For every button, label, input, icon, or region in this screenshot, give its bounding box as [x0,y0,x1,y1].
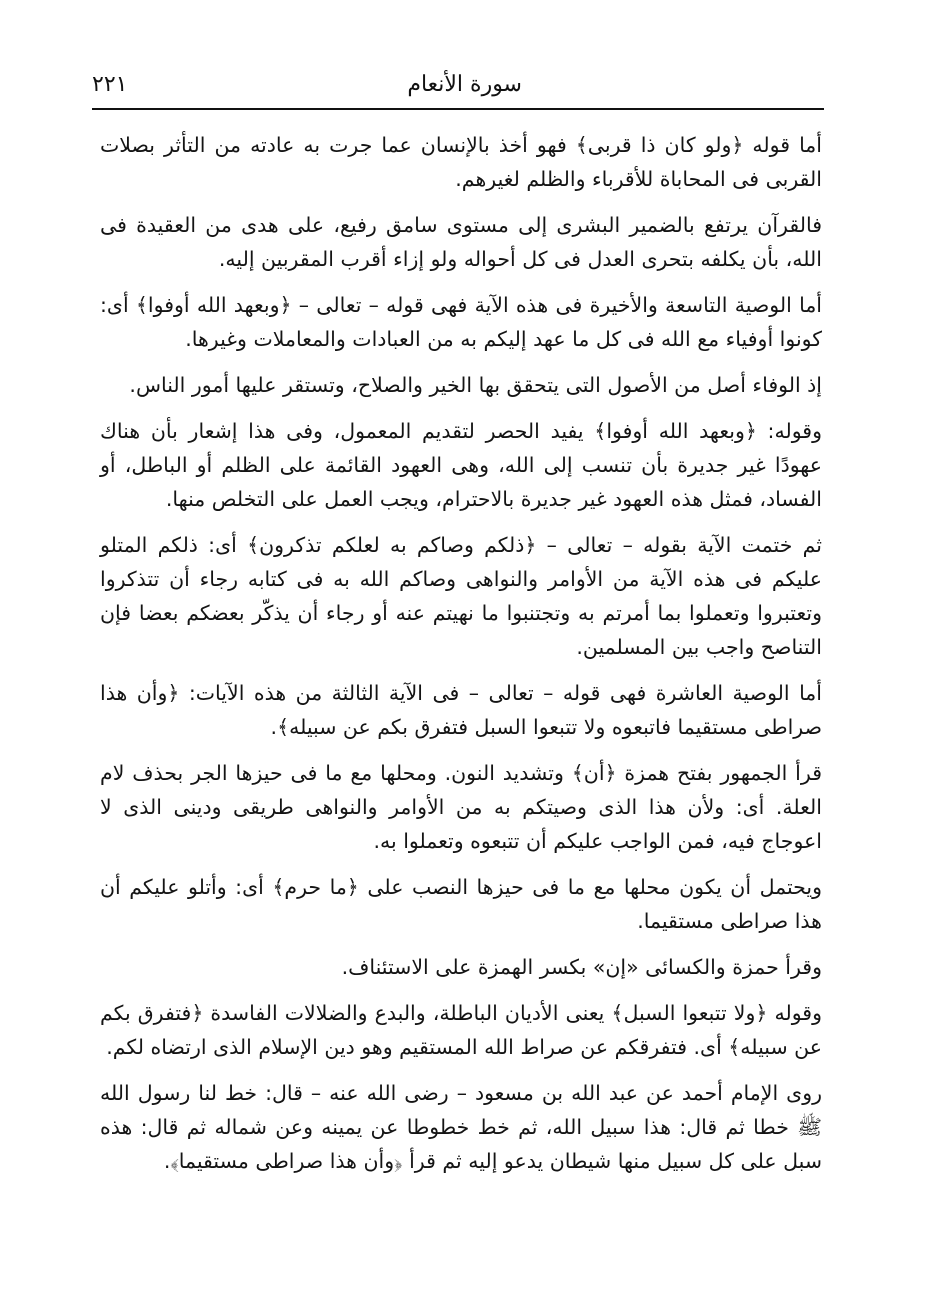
running-header [92,72,820,104]
paragraph: وقرأ حمزة والكسائى «إن» بكسر الهمزة على الاستئناف. [341,955,822,979]
paragraph: فالقرآن يرتفع بالضمير البشرى إلى مستوى سامق رفيع، على هدى من العقيدة فى الله، بأن يكلفه بتحرى العدل فى كل أحواله ولو إزاء أقرب المقربين إليه. [100,213,822,271]
paragraph: أما الوصية التاسعة والأخيرة فى هذه الآية فهى قوله – تعالى – ﴿وبعهد الله أوفوا﴾ أى: كونوا أوفياء مع الله فى كل ما عهد إليكم به من العبادات والمعاملات وغيرها. [100,293,822,351]
surah-title: سورة الأنعام [407,72,522,97]
paragraph: وقوله: ﴿وبعهد الله أوفوا﴾ يفيد الحصر لتقديم المعمول، وفى هذا إشعار بأن هناك عهودًا غير جديرة بأن تنسب إلى الله، وهى العهود القائمة على الظلم أو الباطل، أو الفساد، فمثل هذه العهود غير جديرة بالاحترام، ويجب العمل على التخلص منها. [100,419,822,511]
page-number: ٢٢١ [92,72,128,97]
page-body [100,128,822,1190]
paragraph: ثم ختمت الآية بقوله – تعالى – ﴿ذلكم وصاكم به لعلكم تذكرون﴾ أى: ذلكم المتلو عليكم فى هذه الآية من الأوامر والنواهى وصاكم الله به فى كتابه رجاء أن تتذكروا وتعتبروا وتعملوا بما أمرتم به وتجتنبوا ما نهيتم عنه أو رجاء أن يذكّر بعضكم بعضا فإن التناصح واجب بين المسلمين. [100,533,822,659]
paragraph: أما الوصية العاشرة فهى قوله – تعالى – فى الآية الثالثة من هذه الآيات: ﴿وأن هذا صراطى مستقيما فاتبعوه ولا تتبعوا السبل فتفرق بكم عن سبيله﴾. [100,681,822,739]
paragraph: ويحتمل أن يكون محلها مع ما فى حيزها النصب على ﴿ما حرم﴾ أى: وأتلو عليكم أن هذا صراطى مستقيما. [100,875,822,933]
paragraph: وقوله ﴿ولا تتبعوا السبل﴾ يعنى الأديان الباطلة، والبدع والضلالات الفاسدة ﴿فتفرق بكم عن سبيله﴾ أى. فتفرقكم عن صراط الله المستقيم وهو دين الإسلام الذى ارتضاه لكم. [100,1001,822,1059]
paragraph: أما قوله ﴿ولو كان ذا قربى﴾ فهو أخذ بالإنسان عما جرت به عادته من التأثر بصلات القربى فى المحاباة للأقرباء والظلم لغيرهم. [100,133,822,191]
paragraph: قرأ الجمهور بفتح همزة ﴿أن﴾ وتشديد النون. ومحلها مع ما فى حيزها الجر بحذف لام العلة. أى: ولأن هذا الذى وصيتكم به من الأوامر والنواهى طريقى ودينى الذى لا اعوجاج فيه، فمن الواجب عليكم أن تتبعوه وتعملوا به. [100,761,822,853]
paragraph: إذ الوفاء أصل من الأصول التى يتحقق بها الخير والصلاح، وتستقر عليها أمور الناس. [129,373,822,397]
header-rule [92,108,824,110]
paragraph: روى الإمام أحمد عن عبد الله بن مسعود – رضى الله عنه – قال: خط لنا رسول الله ﷺ خطا ثم قال: هذا سبيل الله، ثم خط خطوطا عن يمينه وعن شماله ثم قال: هذه سبل على كل سبيل منها شيطان يدعو إليه ثم قرأ ﴿وأن هذا صراطى مستقيما﴾. [100,1081,822,1173]
